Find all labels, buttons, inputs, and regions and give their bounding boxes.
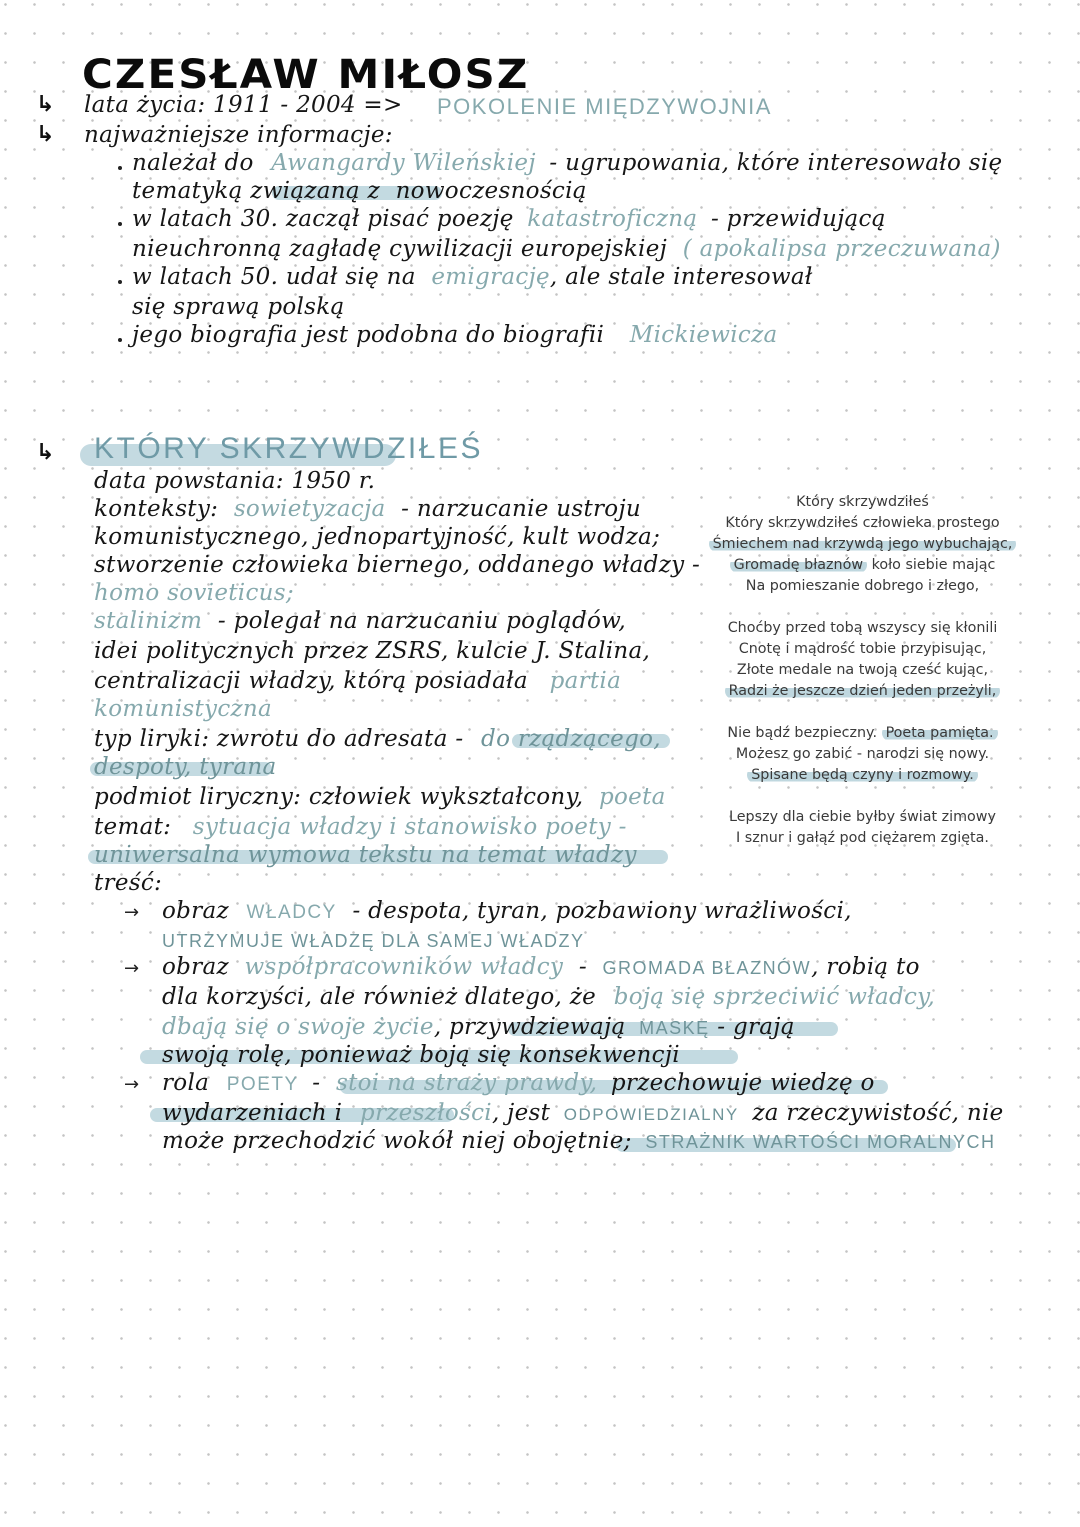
lyric-subject: podmiot liryczny: człowiek wykształcony, poeta	[94, 784, 666, 810]
theme-line-1: temat: sytuacja władzy i stanowisko poety -	[94, 814, 627, 840]
bio-item-2-line-1: w latach 30. zaczął pisać poezję katastroficzną - przewidującą	[132, 206, 886, 232]
content-2-line-2: dla korzyści, ale również dlatego, że boją się sprzeciwić władcy,	[162, 984, 936, 1010]
content-1-line-2: UTRZYMUJE WŁADZĘ DLA SAMEJ WŁADZY	[162, 931, 585, 951]
bullet-dot	[118, 222, 122, 226]
bio-item-1-line-2: tematyką związaną z nowoczesnością	[132, 178, 587, 204]
poem-line-rest: koło siebie mając	[871, 557, 996, 573]
content-2-line-3: dbają się o swoje życie, przywdziewają MASKĘ - grają	[162, 1014, 795, 1040]
life-years: lata życia: 1911 - 2004 =>	[84, 92, 403, 118]
content-label: treść:	[94, 870, 163, 896]
bio-item-4: jego biografia jest podobna do biografii Mickiewicza	[132, 322, 778, 348]
right-arrow-icon: →	[124, 958, 140, 979]
poem-line: Który skrzywdziłeś człowieka prostego	[725, 515, 1000, 531]
lyric-type-line-1: typ liryki: zwrotu do adresata - do rządzącego,	[94, 726, 661, 752]
highlighted-phrase: Gromadę błaznów	[730, 557, 867, 573]
bullet-dot	[118, 280, 122, 284]
poem-line: Radzi że jeszcze dzień jeden przeżyli,	[690, 681, 1035, 702]
poem-line: Spisane będą czyny i rozmowy.	[690, 765, 1035, 786]
poem-line: Lepszy dla ciebie byłby świat zimowy	[729, 809, 996, 825]
poem-stanza-2	[690, 618, 1035, 702]
content-1-line-1: obraz WŁADCY - despota, tyran, pozbawiony wrażliwości,	[162, 898, 852, 924]
right-arrow-icon: →	[124, 1074, 140, 1095]
poem-title: Który skrzywdziłeś	[796, 494, 929, 510]
poem-line: Na pomieszanie dobrego i złego,	[745, 578, 980, 594]
poem-stanza-1	[690, 513, 1035, 597]
poem-line	[690, 555, 1035, 576]
context-line-3: stworzenie człowieka biernego, oddanego władzy -	[94, 552, 701, 578]
content-3-line-1: rola POETY - stoi na straży prawdy, przechowuje wiedzę o	[162, 1070, 875, 1096]
context-line-2: komunistycznego, jednopartyjność, kult wodza;	[94, 524, 661, 550]
arrow-bullet-icon: ↳	[36, 122, 55, 147]
poem-line: Cnotę i mądrość tobie przypisując,	[738, 641, 987, 657]
generation-label: POKOLENIE MIĘDZYWOJNIA	[437, 94, 772, 119]
bio-item-3-line-1: w latach 50. udał się na emigrację, ale stale interesował	[132, 264, 813, 290]
content-2-line-4: swoją rolę, ponieważ boją się konsekwencji	[162, 1042, 680, 1068]
poem-line: Nie bądź bezpieczny. Poeta pamięta.	[690, 723, 1035, 744]
content-2-line-1: obraz współpracowników władcy - GROMADA BŁAZNÓW, robią to	[162, 954, 920, 980]
poem-line: Choćby przed tobą wszyscy się kłonili	[727, 620, 998, 636]
context-line-1: konteksty: sowietyzacja - narzucanie ustroju	[94, 496, 642, 522]
page-title: CZESŁAW MIŁOSZ	[82, 52, 530, 98]
content-3-line-2: wydarzeniach i przeszłości, jest ODPOWIEDZIALNY za rzeczywistość, nie	[162, 1100, 1004, 1126]
poem-line: I sznur i gałąź pod ciężarem zgięta.	[736, 830, 989, 846]
bio-item-2-line-2: nieuchronną zagładę cywilizacji europejskiej ( apokalipsa przeczuwana)	[132, 236, 1001, 262]
bio-item-1-line-1: należał do Awangardy Wileńskiej - ugrupowania, które interesowało się	[132, 150, 1003, 176]
context-line-5: stalinizm - polegał na narzucaniu poglądów,	[94, 608, 627, 634]
arrow-bullet-icon: ↳	[36, 92, 55, 117]
poem-text	[690, 492, 1035, 870]
info-label: najważniejsze informacje:	[84, 122, 393, 148]
context-line-6: idei politycznych przez ZSRS, kulcie J. Stalina,	[94, 638, 651, 664]
bullet-dot	[118, 166, 122, 170]
bullet-dot	[118, 338, 122, 342]
poem-stanza-4	[690, 807, 1035, 849]
poem-stanza-3	[690, 723, 1035, 786]
poem-line: Śmiechem nad krzywdą jego wybuchając,	[690, 534, 1035, 555]
right-arrow-icon: →	[124, 902, 140, 923]
theme-line-2: uniwersalna wymowa tekstu na temat władzy	[94, 842, 637, 868]
lyric-type-line-2: despoty, tyrana	[94, 754, 277, 780]
poem-line: Złote medale na twoją cześć kując,	[736, 662, 989, 678]
bio-item-3-line-2: się sprawą polską	[132, 294, 345, 320]
section-heading: KTÓRY SKRZYWDZIŁEŚ	[94, 432, 483, 465]
context-line-4: homo sovieticus;	[94, 580, 294, 606]
creation-date: data powstania: 1950 r.	[94, 468, 376, 494]
content-3-line-3: może przechodzić wokół niej obojętnie; STRAŻNIK WARTOŚCI MORALNYCH	[162, 1128, 996, 1154]
poem-line: Możesz go zabić - narodzi się nowy.	[735, 746, 990, 762]
arrow-bullet-icon: ↳	[36, 440, 55, 465]
context-line-8: komunistyczna	[94, 696, 273, 722]
context-line-7: centralizacji władzy, którą posiadała partia	[94, 668, 622, 694]
